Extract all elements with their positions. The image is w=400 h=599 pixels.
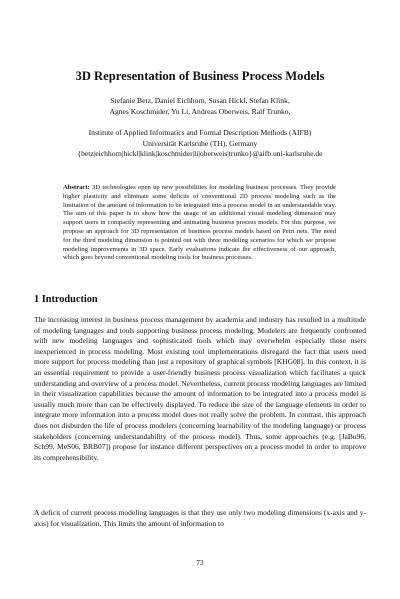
author-list <box>0 96 400 117</box>
paper-title: 3D Representation of Business Process Models <box>75 69 325 83</box>
author-line: Agnes Koschmider, Yu Li, Andreas Oberweis, Ralf Trunko, <box>109 106 291 116</box>
section-heading: 1 Introduction <box>34 294 98 305</box>
abstract <box>63 184 336 263</box>
abstract-label: Abstract: <box>63 184 90 191</box>
page-number: 73 <box>196 559 204 567</box>
author-line: Stefanie Betz, Daniel Eichhorn, Susan Hickl, Stefan Klink, <box>110 96 290 105</box>
affiliation-university: Universität Karlsruhe (TH), Germany <box>142 138 258 148</box>
body-paragraph: The increasing interest in business process management by academia and industry has resulted in a multitude of modeling languages and tools supporting business process modeling. Modelers are frequently confronted with new modeling languages and sophisticated tools which may overwhelm especially those users inexperienced in process modeling. Most existing tool implementations disregard the fact that users need more support for process modeling than just a repository of graphical symbols [KHG08]. In this context, it is an essential requirement to provide a user-friendly business process visualization which facilitates a quick understanding and overview of a process model. Nevertheless, current process modeling languages are limited in their visualization capabilities because the amount of information to be integrated into a process model is usually much more than can be effectively displayed. To reduce the size of the language elements in order to integrate more information into a process model does not really solve the problem. In contrast, this approach does not disburden the life of process modelers (concerning learnability of the modeling language) or process stakeholders (concerning understandability of the process model). Thus, some approaches (e.g. [JaBu96, Sch99, MeS06, BRB07]) propose for instance different perspectives on a process model in order to improve its comprehensibility. <box>34 315 366 462</box>
affiliation-institute: Institute of Applied Informatics and Formal Description Methods (AIFB) <box>88 128 312 137</box>
affiliation-emails: {betz|eichhorn|hickl|klink|koschmider|li|oberweis|trunko}@aifb.uni-karlsruhe.de <box>77 149 323 158</box>
body-paragraph: A deficit of current process modeling languages is that they use only two modeling dimensions (x-axis and y-axis) for visualization. This limits the amount of information to <box>34 508 366 528</box>
affiliation <box>0 128 400 160</box>
abstract-text: 3D technologies open up new possibilities for modeling business processes. They provide higher plasticity and eliminate some deficits of conventional 2D process modeling such as the limitation of the amount of information to be integrated into a process model in an understandable way. The aim of this paper is to show how the usage of an additional visual modeling dimension may support users in compactly representing and animating business process models. For this purpose, we propose an approach for 3D representation of business process models based on Petri nets. The need for the third modeling dimension is pointed out with three modeling scenarios for which we propose modeling improvements in 3D space. Early evaluations indicate the effectiveness of our approach, which goes beyond conventional modeling tools for business processes. <box>63 184 336 262</box>
